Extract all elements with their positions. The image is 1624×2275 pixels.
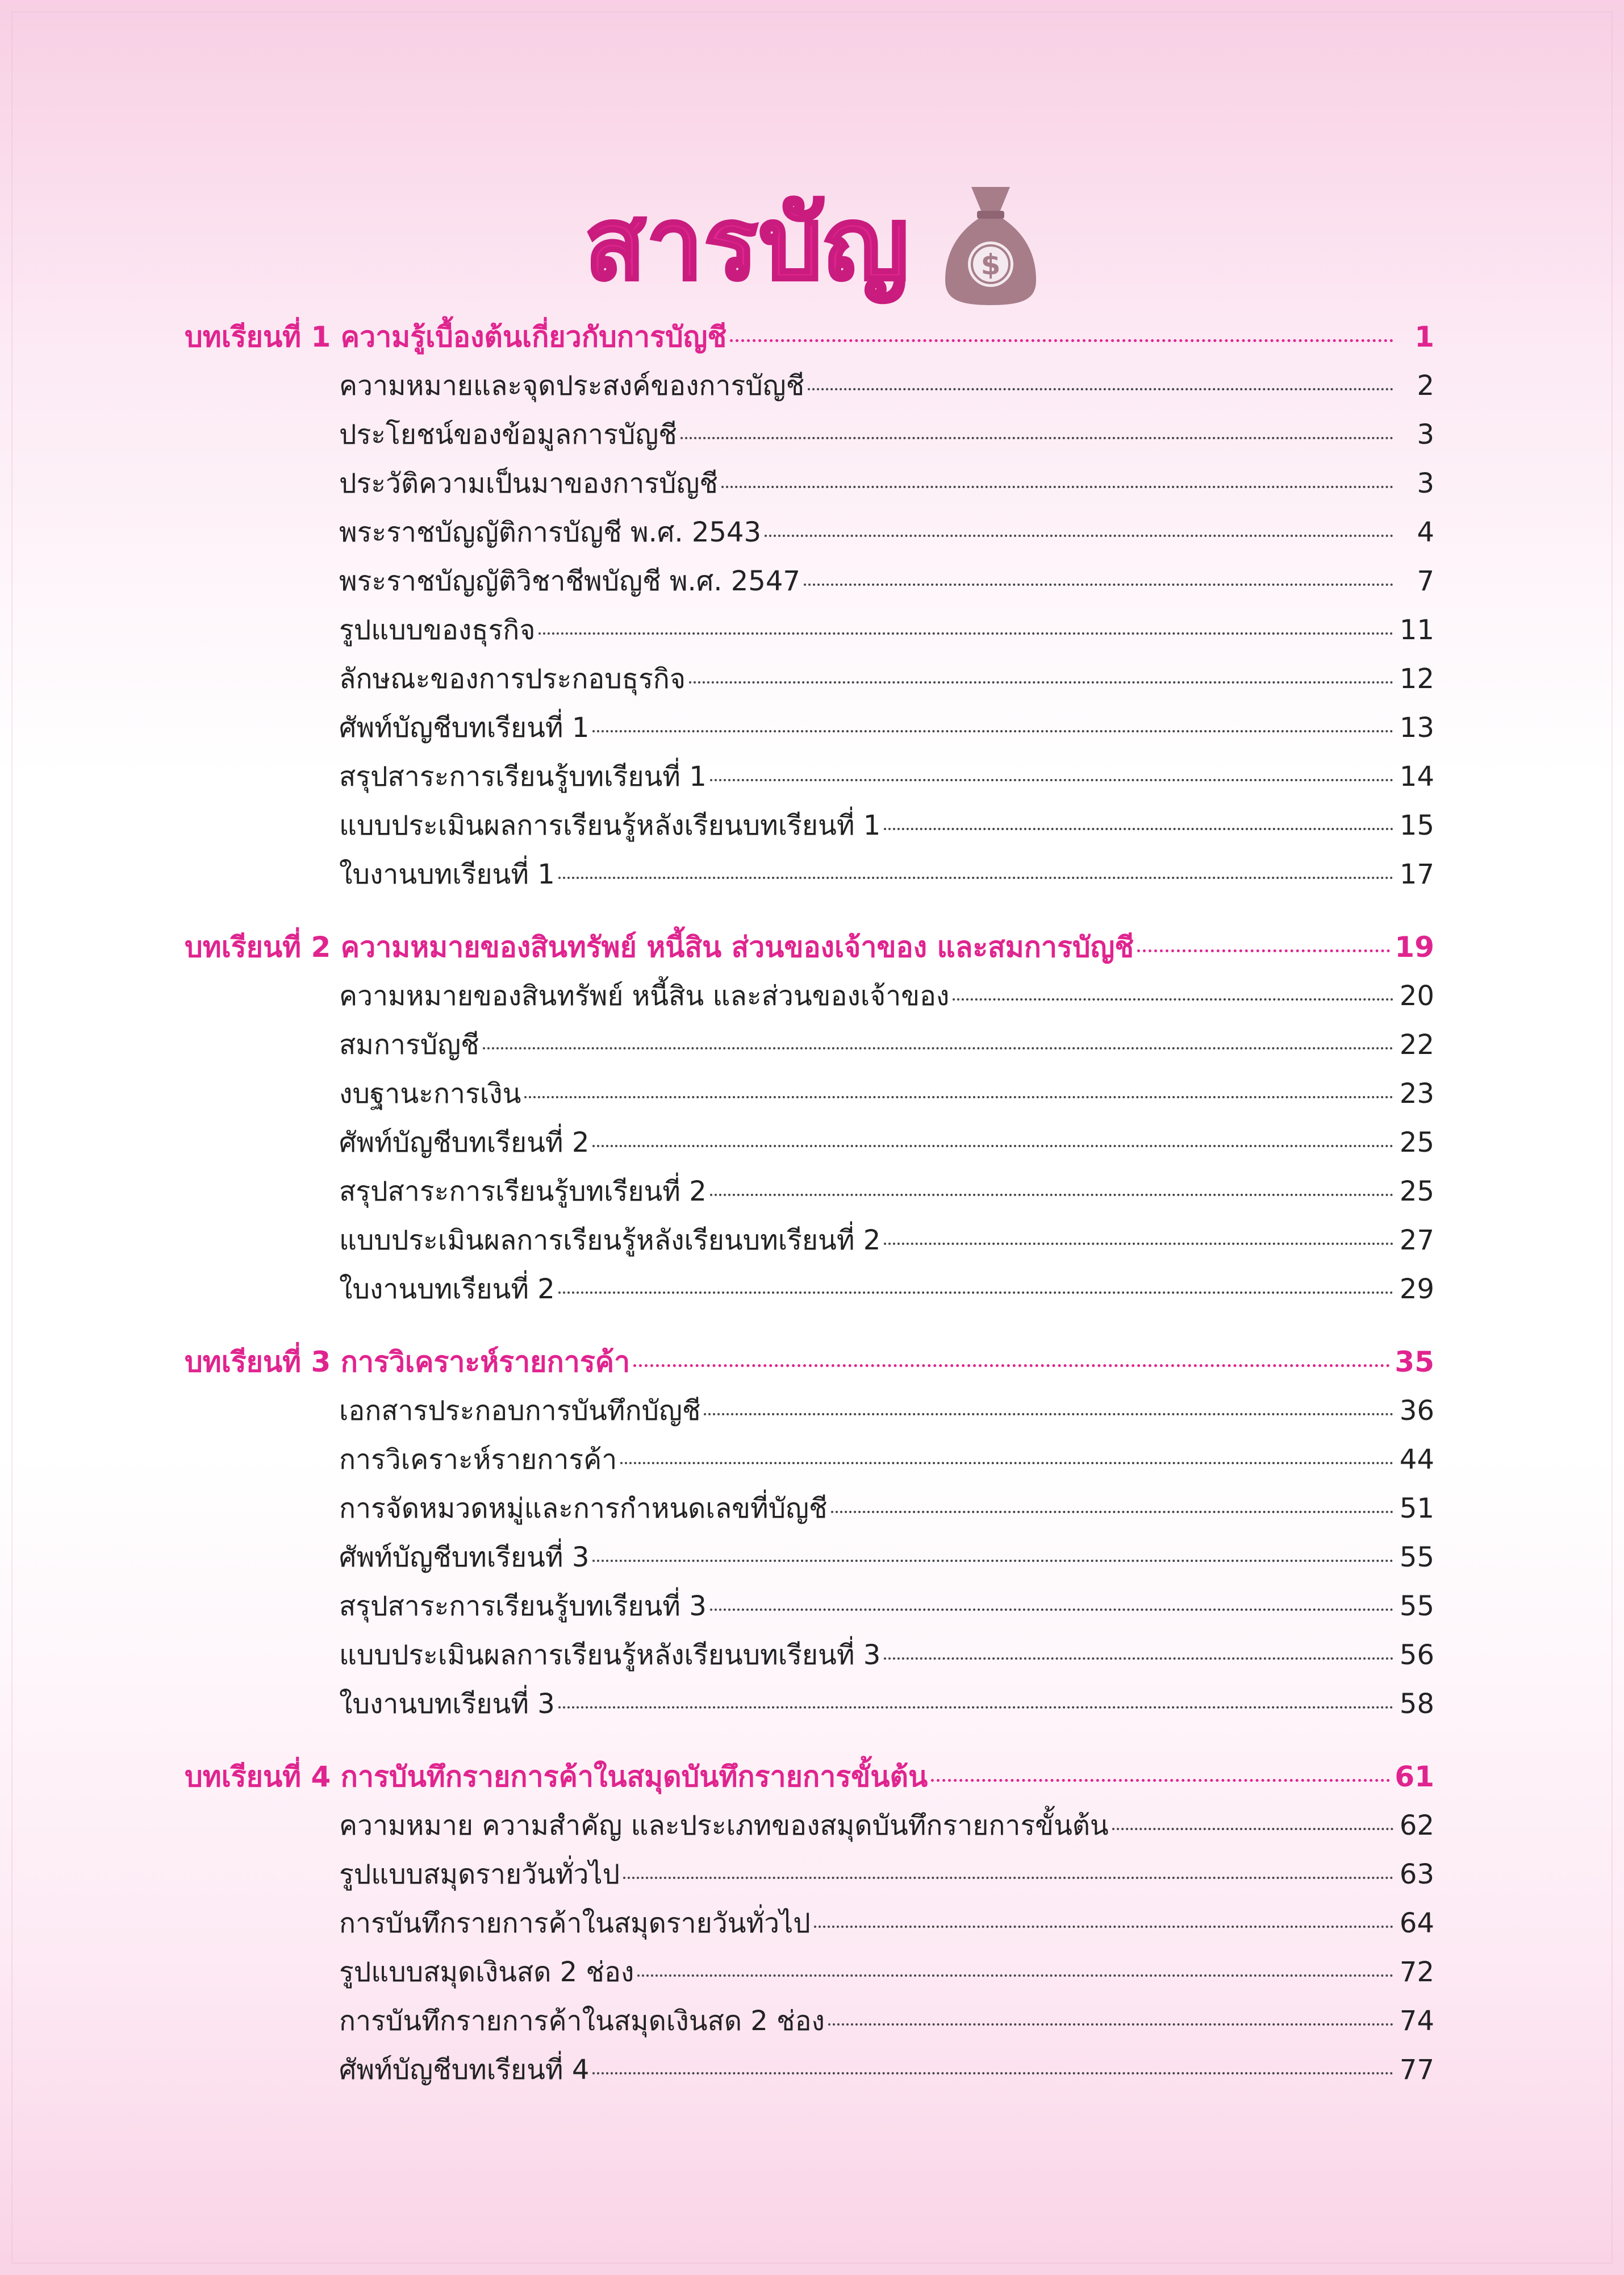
entry-title: สรุปสาระการเรียนรู้บทเรียนที่ 2	[339, 1176, 707, 1207]
dot-leader	[483, 1047, 1393, 1049]
toc-entry[interactable]	[185, 1435, 1434, 1484]
toc-chapter-entry[interactable]	[185, 312, 1434, 361]
dot-leader	[1137, 949, 1390, 952]
chapter-page-number: 35	[1395, 1345, 1434, 1378]
entry-page-number: 25	[1399, 1127, 1434, 1159]
dot-leader	[808, 388, 1393, 390]
entry-page-number: 17	[1399, 859, 1434, 890]
entry-page-number: 3	[1417, 468, 1434, 499]
toc-entry[interactable]	[185, 459, 1434, 508]
entry-title: ความหมายของสินทรัพย์ หนี้สิน และส่วนของเจ้าของ	[339, 980, 950, 1012]
toc-entry[interactable]	[185, 1484, 1434, 1533]
toc-entry[interactable]	[185, 606, 1434, 655]
entry-title: ศัพท์บัญชีบทเรียนที่ 4	[339, 2054, 590, 2086]
toc-entry[interactable]	[185, 1533, 1434, 1582]
toc-entry[interactable]	[185, 1899, 1434, 1948]
entry-title: ใบงานบทเรียนที่ 3	[339, 1688, 555, 1720]
entry-page-number: 27	[1399, 1224, 1434, 1256]
entry-title: ประวัติความเป็นมาของการบัญชี	[339, 468, 718, 499]
dot-leader	[524, 1096, 1393, 1098]
entry-page-number: 51	[1399, 1493, 1434, 1524]
toc-entry[interactable]	[185, 850, 1434, 899]
chapter-title: บทเรียนที่ 1 ความรู้เบื้องต้นเกี่ยวกับการบัญชี	[185, 320, 727, 353]
dot-leader	[710, 1194, 1393, 1196]
entry-page-number: 25	[1399, 1176, 1434, 1207]
entry-page-number: 58	[1399, 1688, 1434, 1720]
entry-page-number: 44	[1399, 1444, 1434, 1476]
dot-leader	[704, 1413, 1393, 1415]
entry-title: การบันทึกรายการค้าในสมุดเงินสด 2 ช่อง	[339, 2005, 825, 2037]
dot-leader	[710, 779, 1393, 781]
entry-title: สรุปสาระการเรียนรู้บทเรียนที่ 1	[339, 761, 707, 793]
chapter-block	[185, 312, 1434, 899]
dot-leader	[558, 1706, 1393, 1709]
toc-entry[interactable]	[185, 1948, 1434, 1997]
toc-entry[interactable]	[185, 361, 1434, 410]
chapter-block	[185, 1752, 1434, 2094]
entry-title: เอกสารประกอบการบันทึกบัญชี	[339, 1395, 701, 1427]
toc-chapter-entry[interactable]	[185, 1752, 1434, 1801]
entry-page-number: 7	[1417, 565, 1434, 597]
entry-page-number: 2	[1417, 370, 1434, 402]
entry-page-number: 23	[1399, 1078, 1434, 1110]
toc-entry[interactable]	[185, 557, 1434, 606]
toc-entry[interactable]	[185, 801, 1434, 850]
entry-title: พระราชบัญญัติการบัญชี พ.ศ. 2543	[339, 516, 761, 548]
entry-page-number: 74	[1399, 2005, 1434, 2037]
toc-entry[interactable]	[185, 1167, 1434, 1216]
dot-leader	[804, 584, 1393, 586]
entry-page-number: 29	[1399, 1273, 1434, 1305]
entry-title: ใบงานบทเรียนที่ 2	[339, 1273, 555, 1305]
toc-entry[interactable]	[185, 972, 1434, 1020]
entry-title: แบบประเมินผลการเรียนรู้หลังเรียนบทเรียนที่ 2	[339, 1224, 881, 1256]
entry-title: รูปแบบสมุดรายวันทั่วไป	[339, 1859, 620, 1890]
entry-title: สมการบัญชี	[339, 1029, 479, 1061]
entry-title: รูปแบบของธุรกิจ	[339, 614, 536, 646]
dot-leader	[538, 632, 1393, 635]
dot-leader	[884, 1243, 1393, 1245]
dot-leader	[1112, 1828, 1393, 1830]
dot-leader	[721, 486, 1393, 488]
entry-title: ศัพท์บัญชีบทเรียนที่ 1	[339, 712, 590, 744]
toc-entry[interactable]	[185, 1118, 1434, 1167]
entry-page-number: 55	[1399, 1541, 1434, 1573]
entry-title: แบบประเมินผลการเรียนรู้หลังเรียนบทเรียนที่ 1	[339, 810, 881, 841]
chapter-title: บทเรียนที่ 2 ความหมายของสินทรัพย์ หนี้สิน ส่วนของเจ้าของ และสมการบัญชี	[185, 931, 1134, 964]
entry-page-number: 72	[1399, 1956, 1434, 1988]
entry-page-number: 55	[1399, 1590, 1434, 1622]
entry-title: รูปแบบสมุดเงินสด 2 ช่อง	[339, 1956, 634, 1988]
dot-leader	[689, 681, 1393, 684]
svg-text:$: $	[980, 248, 1001, 281]
entry-title: ลักษณะของการประกอบธุรกิจ	[339, 663, 686, 695]
entry-page-number: 13	[1399, 712, 1434, 744]
toc-entry[interactable]	[185, 1631, 1434, 1680]
entry-title: แบบประเมินผลการเรียนรู้หลังเรียนบทเรียนที่ 3	[339, 1639, 881, 1671]
entry-title: การบันทึกรายการค้าในสมุดรายวันทั่วไป	[339, 1907, 811, 1939]
toc-entry[interactable]	[185, 1801, 1434, 1850]
toc-entry[interactable]	[185, 508, 1434, 557]
entry-title: พระราชบัญญัติวิชาชีพบัญชี พ.ศ. 2547	[339, 565, 800, 597]
chapter-title: บทเรียนที่ 4 การบันทึกรายการค้าในสมุดบันทึกรายการขั้นต้น	[185, 1760, 928, 1793]
toc-entry[interactable]	[185, 1997, 1434, 2045]
toc-entry[interactable]	[185, 1582, 1434, 1631]
page-title: สารบัญ	[585, 186, 910, 302]
dot-leader	[931, 1779, 1390, 1782]
entry-title: สรุปสาระการเรียนรู้บทเรียนที่ 3	[339, 1590, 707, 1622]
dot-leader	[681, 437, 1393, 439]
dot-leader	[765, 535, 1393, 537]
toc-chapter-entry[interactable]	[185, 923, 1434, 972]
entry-page-number: 11	[1399, 614, 1434, 646]
entry-title: ความหมาย ความสำคัญ และประเภทของสมุดบันทึกรายการขั้นต้น	[339, 1810, 1109, 1841]
chapter-page-number: 19	[1395, 931, 1434, 964]
chapter-block	[185, 923, 1434, 1314]
toc-entry[interactable]	[185, 1069, 1434, 1118]
chapter-page-number: 61	[1395, 1760, 1434, 1793]
toc-entry[interactable]	[185, 1680, 1434, 1728]
entry-page-number: 62	[1399, 1810, 1434, 1841]
entry-title: ศัพท์บัญชีบทเรียนที่ 2	[339, 1127, 590, 1159]
dot-leader	[592, 1560, 1393, 1562]
dot-leader	[620, 1462, 1393, 1464]
entry-page-number: 63	[1399, 1859, 1434, 1890]
toc-entry[interactable]	[185, 2045, 1434, 2094]
entry-page-number: 4	[1417, 516, 1434, 548]
toc-entry[interactable]	[185, 703, 1434, 752]
toc-entry[interactable]	[185, 410, 1434, 459]
dot-leader	[623, 1877, 1393, 1879]
toc-entry[interactable]	[185, 1850, 1434, 1899]
entry-page-number: 15	[1399, 810, 1434, 841]
toc-entry[interactable]	[185, 655, 1434, 703]
dot-leader	[592, 1145, 1393, 1147]
entry-page-number: 22	[1399, 1029, 1434, 1061]
entry-title: ความหมายและจุดประสงค์ของการบัญชี	[339, 370, 805, 402]
dot-leader	[592, 730, 1393, 732]
entry-title: ประโยชน์ของข้อมูลการบัญชี	[339, 419, 677, 451]
money-bag-icon	[942, 185, 1039, 307]
entry-page-number: 12	[1399, 663, 1434, 695]
entry-page-number: 36	[1399, 1395, 1434, 1427]
toc-entry[interactable]	[185, 1216, 1434, 1265]
dot-leader	[637, 1974, 1393, 1977]
dot-leader	[633, 1364, 1390, 1367]
dot-leader	[558, 1291, 1393, 1294]
dot-leader	[828, 2023, 1393, 2026]
entry-page-number: 14	[1399, 761, 1434, 793]
dot-leader	[953, 998, 1393, 1001]
toc-entry[interactable]	[185, 1386, 1434, 1435]
entry-title: งบฐานะการเงิน	[339, 1078, 521, 1110]
entry-title: การจัดหมวดหมู่และการกำหนดเลขที่บัญชี	[339, 1493, 828, 1524]
entry-title: ศัพท์บัญชีบทเรียนที่ 3	[339, 1541, 590, 1573]
entry-page-number: 64	[1399, 1907, 1434, 1939]
toc-chapter-entry[interactable]	[185, 1338, 1434, 1386]
dot-leader	[884, 1657, 1393, 1660]
dot-leader	[730, 339, 1393, 342]
entry-title: การวิเคราะห์รายการค้า	[339, 1444, 617, 1476]
dot-leader	[592, 2072, 1393, 2074]
chapter-title: บทเรียนที่ 3 การวิเคราะห์รายการค้า	[185, 1345, 631, 1378]
dot-leader	[831, 1511, 1393, 1513]
title-block	[0, 170, 1624, 318]
toc-entry[interactable]	[185, 752, 1434, 801]
entry-page-number: 20	[1399, 980, 1434, 1012]
chapter-page-number: 1	[1414, 320, 1434, 353]
dot-leader	[884, 828, 1393, 830]
dot-leader	[558, 877, 1393, 879]
chapter-block	[185, 1338, 1434, 1728]
entry-page-number: 77	[1399, 2054, 1434, 2086]
dot-leader	[710, 1609, 1393, 1611]
entry-title: ใบงานบทเรียนที่ 1	[339, 859, 555, 890]
dot-leader	[814, 1926, 1393, 1928]
toc-entry[interactable]	[185, 1020, 1434, 1069]
entry-page-number: 56	[1399, 1639, 1434, 1671]
toc-entry[interactable]	[185, 1265, 1434, 1314]
table-of-contents	[185, 312, 1434, 2118]
entry-page-number: 3	[1417, 419, 1434, 451]
